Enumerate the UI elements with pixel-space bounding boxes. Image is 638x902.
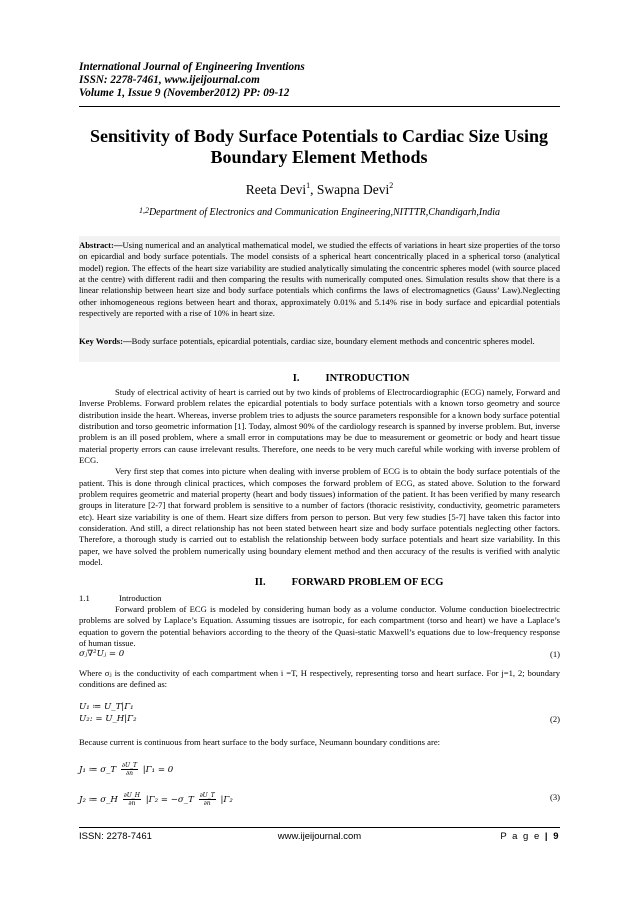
section-2-paragraph-2: Where σⱼ is the conductivity of each compartment when i =T, H respectively, representing torso and heart surface. For j=1, 2; boundary conditions are defined as: [79, 668, 560, 690]
fraction-numerator: ∂U_H [123, 792, 141, 799]
header-divider [79, 106, 560, 107]
author-2-affil-mark: 2 [389, 181, 394, 190]
journal-header [79, 61, 305, 101]
affiliation [79, 207, 560, 219]
equation-3b-lhs: J₂ ≔ σ_H [79, 795, 118, 805]
section-2-paragraph-3: Because current is continuous from heart surface to the body surface, Neumann boundary conditions are: [79, 737, 441, 747]
equation-3b-rhs: |Γ₂ [220, 795, 233, 805]
equation-3a [79, 762, 560, 777]
section-2-number: II. [254, 577, 266, 588]
equation-3a-rhs: |Γ₁ = 0 [142, 765, 174, 775]
paper-title [70, 126, 568, 168]
section-1-heading [79, 373, 560, 385]
keywords-label: Key Words:— [79, 336, 132, 346]
section-1-body [79, 387, 560, 569]
author-1-affil-mark: 1 [306, 181, 311, 190]
fraction-denominator: ∂n [125, 770, 133, 777]
journal-issn: ISSN: 2278-7461, www.ijeijournal.com [79, 74, 260, 87]
journal-name: International Journal of Engineering Inventions [79, 61, 305, 73]
keywords-text: Body surface potentials, epicardial potentials, cardiac size, boundary element methods and concentric spheres model. [131, 336, 535, 346]
equation-3b [79, 792, 560, 807]
subsection-number: 1.1 [79, 593, 90, 603]
subsection-title: Introduction [119, 593, 162, 603]
footer-issn: ISSN: 2278-7461 [79, 831, 152, 842]
section-1-paragraph-1: Study of electrical activity of heart is carried out by two kinds of problems of Electrocardiographic (ECG) namely, Forward and Inverse Problems. Forward problem relates the epicardial potentials to body surface potentials with a known torso geometry and source distribution inside the heart. Whereas, inverse problem tries to adjusts the source parameters responsible for a known body surface potential distribution and torso geometric information [1]. Today, almost 90% of the cardiology research is spanned by inverse problem. But, inverse problem is an ill posed problem, where a small error in computations may be due to measurement or geometric or body and heart tissue material property errors can cause irrelevant results. Therefore, one needs to be very much careful while working with inverse problem of ECG. [79, 387, 560, 466]
section-1-title: INTRODUCTION [325, 373, 410, 384]
equation-2a-expression: U₁ ≔ U_T|Γ₁ [79, 702, 134, 712]
section-2-title: FORWARD PROBLEM OF ECG [291, 577, 444, 588]
fraction-denominator: ∂n [128, 800, 136, 807]
fraction-denominator: ∂n [203, 800, 211, 807]
author-1: Reeta Devi [245, 182, 307, 197]
title-line-1: Sensitivity of Body Surface Potentials to Cardiac Size Using [90, 126, 548, 146]
equation-3a-fraction [121, 762, 138, 777]
page-label: P a g e [500, 831, 541, 842]
page-number: | 9 [544, 831, 560, 842]
author-2: Swapna Devi [316, 182, 390, 197]
equation-3-number: (3) [549, 792, 560, 802]
equation-1-expression: σⱼ∇²Uⱼ = 0 [79, 649, 125, 659]
equation-2a [79, 702, 560, 713]
fraction-numerator: ∂U_T [121, 762, 138, 769]
abstract-label: Abstract:— [79, 240, 123, 250]
footer-page-number [500, 831, 560, 842]
fraction-numerator: ∂U_T [199, 792, 215, 799]
affiliation-text: Department of Electronics and Communication Engineering,NITTTR,Chandigarh,India [148, 207, 501, 218]
author-list [79, 182, 560, 198]
equation-2b-expression: U₂: = U_H|Γ₂ [79, 714, 137, 724]
equation-3b-fraction-1 [123, 792, 141, 807]
keywords [79, 336, 560, 347]
affiliation-mark: 1,2 [138, 206, 149, 215]
section-1-paragraph-2: Very first step that comes into picture when dealing with inverse problem of ECG is to obtain the body surface potentials of the patient. This is done through clinical practices, which composes the forward problem of ECG, as stated above. Solution to the forward problem requires geometric and material property (heart and body tissues) information of the patient. It has been verified by many research groups in literature [2-7] that forward problem is sensitive to a number of factors (thoracic resistivity, conductivity, geometric parameters etc). Heart size variability is one of them. Heart size differs from person to person. But very few studies [5-7] have taken this factor into consideration. And still, a direct relationship has not been stated between heart size and body surface potentials neglecting other factors. Therefore, a thorough study is carried out to establish the relationship between body surface potentials and heart size variability. In this paper, we have solved the problem numerically using boundary element method and then accuracy of the results is verified with analytic model. [79, 466, 560, 568]
section-2-paragraph-1: Forward problem of ECG is modeled by considering human body as a volume conductor. Volume conduction bioelectrectric problems are solved by Laplace’s Equation. Assuming tissues are isotropic, for each compartment (torso and heart) we have a Laplace’s equation to govern the potential behaviors according to the theory of the Quasi-static Maxwell’s equations due to low-frequency response of human tissue. [79, 604, 560, 649]
section-1-number: I. [292, 373, 300, 384]
abstract [79, 240, 560, 319]
section-2-heading [79, 577, 560, 589]
equation-2-number: (2) [549, 714, 560, 724]
equation-3a-lhs: J₁ ≔ σ_T [79, 765, 117, 775]
footer-divider [79, 827, 560, 828]
equation-2b [79, 714, 560, 725]
equation-3b-fraction-2 [199, 792, 216, 807]
equation-1-number: (1) [549, 649, 560, 659]
equation-1 [79, 649, 560, 660]
subsection-heading [79, 593, 161, 603]
journal-volume: Volume 1, Issue 9 (November2012) PP: 09-12 [79, 87, 290, 100]
author-separator: , [310, 182, 317, 197]
page-footer [79, 831, 560, 845]
equation-3b-middle: |Γ₂ = −σ_T [145, 795, 194, 805]
footer-website: www.ijeijournal.com [277, 831, 362, 842]
abstract-text: Using numerical and an analytical mathematical model, we studied the effects of variations in heart size properties of the torso on epicardial and body surface potentials. The model consists of a spherical heart concentrically placed in a spherical torso (analytical model) region. The effects of the heart size variability are studied analytically simulating the concentric spheres model (with source placed at the centre) with different radii and then comparing the results with numerically computed ones. Simulation results show that there is a linear relationship between heart size and body surface potentials which confirms the laws of electromagnetics (Gauss’ Law).Neglecting other inhomogeneous regions between heart and thorax, approximately 0.01% and 5.14% rise in body surface and epicardial potentials respectively are reported with a rise of 10% in heart size. [79, 240, 560, 319]
title-line-2: Boundary Element Methods [210, 147, 428, 167]
